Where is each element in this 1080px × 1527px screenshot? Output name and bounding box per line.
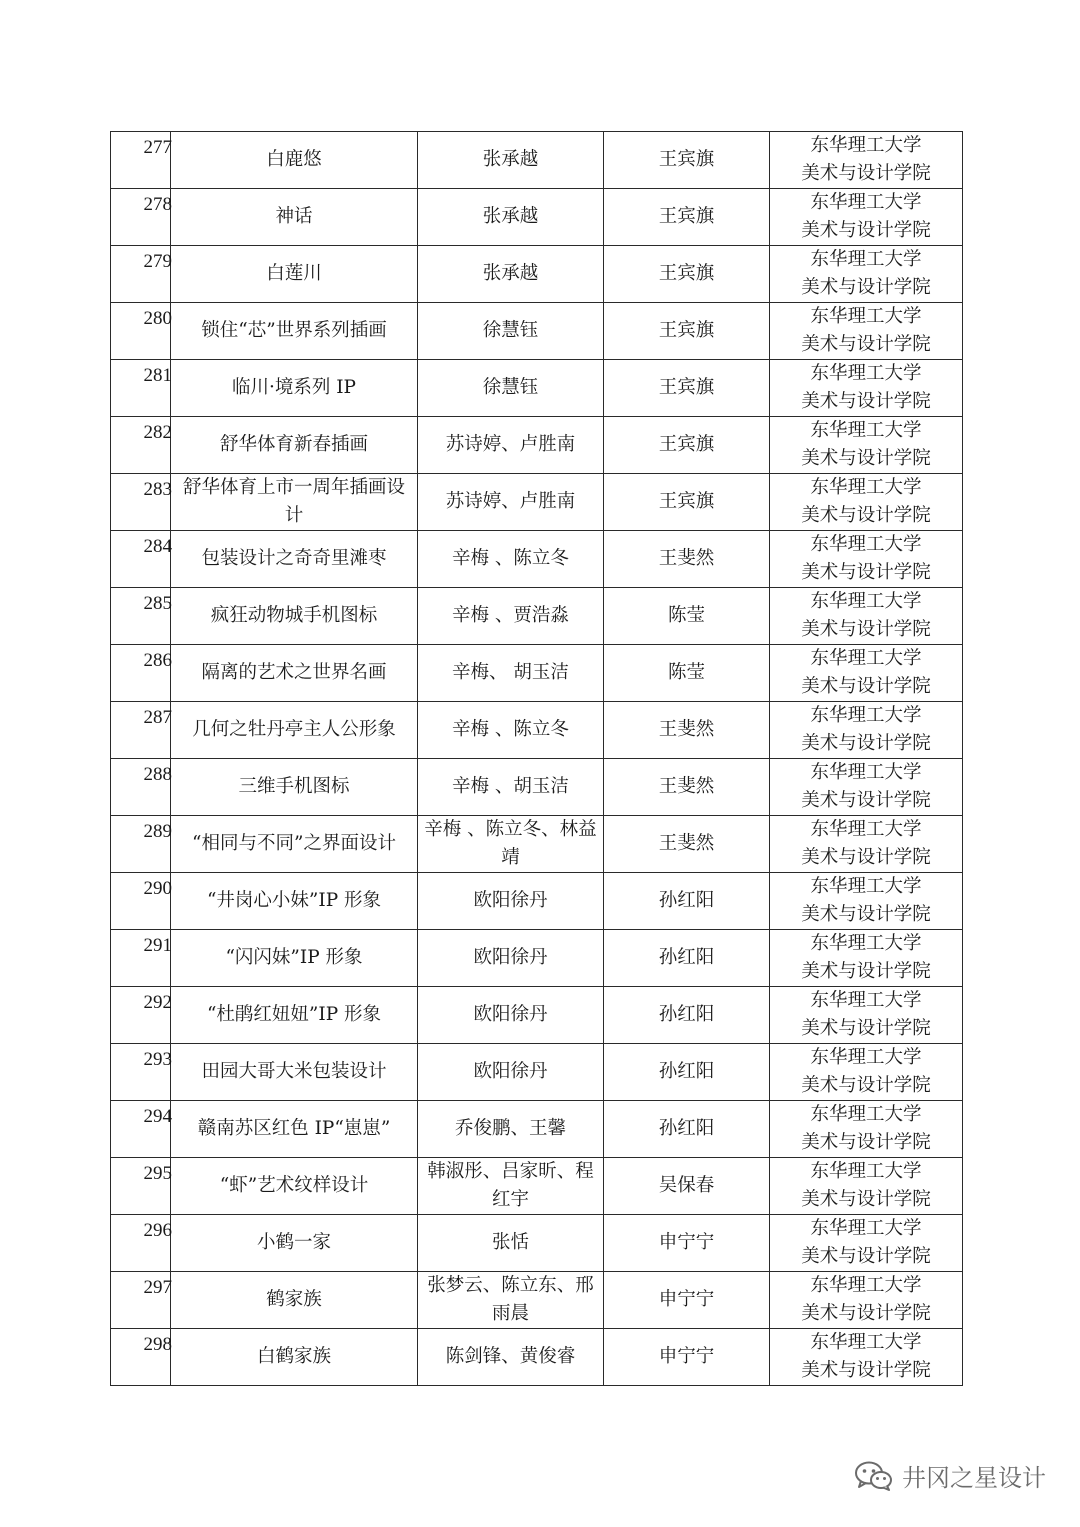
work-title: “闪闪妹”IP 形象 xyxy=(171,930,418,987)
row-number: 277 xyxy=(143,137,172,158)
award-list-table xyxy=(110,131,963,1386)
school-name: 东华理工大学 xyxy=(810,648,922,669)
school-name: 东华理工大学 xyxy=(810,1047,922,1068)
row-number-cell xyxy=(111,132,171,189)
college-name: 美术与设计学院 xyxy=(801,904,931,925)
school-name: 东华理工大学 xyxy=(810,876,922,897)
table-row xyxy=(111,816,963,873)
school-name: 东华理工大学 xyxy=(810,534,922,555)
school-name: 东华理工大学 xyxy=(810,762,922,783)
table-row xyxy=(111,531,963,588)
college-name: 美术与设计学院 xyxy=(801,163,931,184)
college-name: 美术与设计学院 xyxy=(801,220,931,241)
school-cell xyxy=(770,588,963,645)
school-name: 东华理工大学 xyxy=(810,1104,922,1125)
row-number-cell xyxy=(111,189,171,246)
author-names: 徐慧钰 xyxy=(418,303,604,360)
row-number: 298 xyxy=(143,1334,172,1355)
row-number-cell xyxy=(111,531,171,588)
school-name: 东华理工大学 xyxy=(810,306,922,327)
table-row xyxy=(111,930,963,987)
school-name: 东华理工大学 xyxy=(810,363,922,384)
college-name: 美术与设计学院 xyxy=(801,334,931,355)
college-name: 美术与设计学院 xyxy=(801,1189,931,1210)
table-row xyxy=(111,987,963,1044)
advisor-name: 孙红阳 xyxy=(604,873,770,930)
advisor-name: 王斐然 xyxy=(604,702,770,759)
work-title: “虾”艺术纹样设计 xyxy=(171,1158,418,1215)
work-title: “井岗心小妹”IP 形象 xyxy=(171,873,418,930)
author-names: 辛梅 、贾浩淼 xyxy=(418,588,604,645)
table-row xyxy=(111,1272,963,1329)
author-names: 苏诗婷、卢胜南 xyxy=(418,417,604,474)
row-number-cell xyxy=(111,474,171,531)
row-number: 283 xyxy=(143,479,172,500)
row-number: 279 xyxy=(143,251,172,272)
author-names: 乔俊鹏、王馨 xyxy=(418,1101,604,1158)
school-name: 东华理工大学 xyxy=(810,249,922,270)
college-name: 美术与设计学院 xyxy=(801,790,931,811)
row-number: 285 xyxy=(143,593,172,614)
row-number-cell xyxy=(111,759,171,816)
row-number-cell xyxy=(111,1101,171,1158)
row-number-cell xyxy=(111,930,171,987)
table-row xyxy=(111,645,963,702)
school-cell xyxy=(770,1215,963,1272)
advisor-name: 王宾旗 xyxy=(604,246,770,303)
wechat-watermark xyxy=(854,1458,1046,1493)
advisor-name: 王宾旗 xyxy=(604,474,770,531)
row-number: 291 xyxy=(143,935,172,956)
row-number-cell xyxy=(111,873,171,930)
row-number: 289 xyxy=(143,821,172,842)
college-name: 美术与设计学院 xyxy=(801,619,931,640)
author-names: 苏诗婷、卢胜南 xyxy=(418,474,604,531)
school-cell xyxy=(770,1158,963,1215)
school-cell xyxy=(770,759,963,816)
row-number-cell xyxy=(111,360,171,417)
advisor-name: 王斐然 xyxy=(604,531,770,588)
author-names: 徐慧钰 xyxy=(418,360,604,417)
work-title: 几何之牡丹亭主人公形象 xyxy=(171,702,418,759)
advisor-name: 吴保春 xyxy=(604,1158,770,1215)
row-number: 280 xyxy=(143,308,172,329)
author-names: 辛梅 、陈立冬、林益靖 xyxy=(418,816,604,873)
school-cell xyxy=(770,930,963,987)
work-title: 白鹿悠 xyxy=(171,132,418,189)
school-name: 东华理工大学 xyxy=(810,135,922,156)
author-names: 张承越 xyxy=(418,132,604,189)
school-cell xyxy=(770,474,963,531)
row-number-cell xyxy=(111,246,171,303)
work-title: “杜鹃红妞妞”IP 形象 xyxy=(171,987,418,1044)
row-number-cell xyxy=(111,303,171,360)
table-row xyxy=(111,702,963,759)
school-name: 东华理工大学 xyxy=(810,1275,922,1296)
author-names: 陈剑锋、黄俊睿 xyxy=(418,1329,604,1386)
school-name: 东华理工大学 xyxy=(810,1218,922,1239)
table-row xyxy=(111,1215,963,1272)
author-names: 张梦云、陈立东、邢雨晨 xyxy=(418,1272,604,1329)
author-names: 张承越 xyxy=(418,246,604,303)
wechat-icon xyxy=(854,1460,894,1492)
school-cell xyxy=(770,645,963,702)
advisor-name: 孙红阳 xyxy=(604,987,770,1044)
row-number-cell xyxy=(111,1329,171,1386)
work-title: 白鹤家族 xyxy=(171,1329,418,1386)
author-names: 欧阳徐丹 xyxy=(418,930,604,987)
row-number: 290 xyxy=(143,878,172,899)
advisor-name: 王宾旗 xyxy=(604,189,770,246)
table-row xyxy=(111,474,963,531)
advisor-name: 王宾旗 xyxy=(604,132,770,189)
college-name: 美术与设计学院 xyxy=(801,1303,931,1324)
school-cell xyxy=(770,702,963,759)
work-title: 舒华体育新春插画 xyxy=(171,417,418,474)
row-number: 288 xyxy=(143,764,172,785)
author-names: 韩淑彤、吕家昕、程红宇 xyxy=(418,1158,604,1215)
row-number-cell xyxy=(111,816,171,873)
school-cell xyxy=(770,360,963,417)
work-title: 小鹤一家 xyxy=(171,1215,418,1272)
row-number-cell xyxy=(111,1272,171,1329)
school-name: 东华理工大学 xyxy=(810,705,922,726)
college-name: 美术与设计学院 xyxy=(801,1075,931,1096)
college-name: 美术与设计学院 xyxy=(801,733,931,754)
table-row xyxy=(111,1329,963,1386)
row-number-cell xyxy=(111,702,171,759)
work-title: 临川·境系列 IP xyxy=(171,360,418,417)
school-name: 东华理工大学 xyxy=(810,192,922,213)
school-cell xyxy=(770,816,963,873)
school-cell xyxy=(770,1101,963,1158)
advisor-name: 申宁宁 xyxy=(604,1215,770,1272)
author-names: 欧阳徐丹 xyxy=(418,1044,604,1101)
table-row xyxy=(111,588,963,645)
school-name: 东华理工大学 xyxy=(810,990,922,1011)
school-cell xyxy=(770,303,963,360)
school-cell xyxy=(770,1272,963,1329)
row-number: 296 xyxy=(143,1220,172,1241)
advisor-name: 王斐然 xyxy=(604,816,770,873)
row-number-cell xyxy=(111,645,171,702)
table-row xyxy=(111,189,963,246)
table-row xyxy=(111,417,963,474)
row-number: 282 xyxy=(143,422,172,443)
table-row xyxy=(111,873,963,930)
school-cell xyxy=(770,417,963,474)
row-number: 292 xyxy=(143,992,172,1013)
row-number: 281 xyxy=(143,365,172,386)
college-name: 美术与设计学院 xyxy=(801,277,931,298)
work-title: 舒华体育上市一周年插画设计 xyxy=(171,474,418,531)
school-cell xyxy=(770,1044,963,1101)
work-title: 鹤家族 xyxy=(171,1272,418,1329)
work-title: 白莲川 xyxy=(171,246,418,303)
school-cell xyxy=(770,987,963,1044)
table-row xyxy=(111,360,963,417)
author-names: 欧阳徐丹 xyxy=(418,873,604,930)
college-name: 美术与设计学院 xyxy=(801,961,931,982)
author-names: 欧阳徐丹 xyxy=(418,987,604,1044)
school-name: 东华理工大学 xyxy=(810,933,922,954)
advisor-name: 陈莹 xyxy=(604,588,770,645)
college-name: 美术与设计学院 xyxy=(801,676,931,697)
work-title: 赣南苏区红色 IP“崽崽” xyxy=(171,1101,418,1158)
row-number-cell xyxy=(111,588,171,645)
author-names: 辛梅 、陈立冬 xyxy=(418,531,604,588)
college-name: 美术与设计学院 xyxy=(801,391,931,412)
work-title: 三维手机图标 xyxy=(171,759,418,816)
school-cell xyxy=(770,1329,963,1386)
row-number-cell xyxy=(111,1215,171,1272)
work-title: 神话 xyxy=(171,189,418,246)
table-body xyxy=(111,132,963,1386)
row-number: 293 xyxy=(143,1049,172,1070)
row-number: 294 xyxy=(143,1106,172,1127)
school-cell xyxy=(770,246,963,303)
row-number: 287 xyxy=(143,707,172,728)
table-row xyxy=(111,246,963,303)
advisor-name: 孙红阳 xyxy=(604,1044,770,1101)
school-name: 东华理工大学 xyxy=(810,591,922,612)
school-cell xyxy=(770,531,963,588)
school-name: 东华理工大学 xyxy=(810,477,922,498)
work-title: 锁住“芯”世界系列插画 xyxy=(171,303,418,360)
table-row xyxy=(111,1044,963,1101)
row-number: 284 xyxy=(143,536,172,557)
row-number: 286 xyxy=(143,650,172,671)
row-number-cell xyxy=(111,987,171,1044)
work-title: “相同与不同”之界面设计 xyxy=(171,816,418,873)
advisor-name: 王斐然 xyxy=(604,759,770,816)
row-number-cell xyxy=(111,417,171,474)
advisor-name: 王宾旗 xyxy=(604,303,770,360)
row-number-cell xyxy=(111,1044,171,1101)
school-name: 东华理工大学 xyxy=(810,420,922,441)
school-name: 东华理工大学 xyxy=(810,1161,922,1182)
table-row xyxy=(111,303,963,360)
college-name: 美术与设计学院 xyxy=(801,1246,931,1267)
college-name: 美术与设计学院 xyxy=(801,1018,931,1039)
table-row xyxy=(111,759,963,816)
advisor-name: 陈莹 xyxy=(604,645,770,702)
college-name: 美术与设计学院 xyxy=(801,847,931,868)
row-number-cell xyxy=(111,1158,171,1215)
work-title: 包装设计之奇奇里滩枣 xyxy=(171,531,418,588)
advisor-name: 王宾旗 xyxy=(604,360,770,417)
work-title: 田园大哥大米包装设计 xyxy=(171,1044,418,1101)
advisor-name: 孙红阳 xyxy=(604,930,770,987)
work-title: 疯狂动物城手机图标 xyxy=(171,588,418,645)
college-name: 美术与设计学院 xyxy=(801,562,931,583)
author-names: 辛梅、 胡玉洁 xyxy=(418,645,604,702)
row-number: 278 xyxy=(143,194,172,215)
school-cell xyxy=(770,132,963,189)
college-name: 美术与设计学院 xyxy=(801,1360,931,1381)
table-row xyxy=(111,1158,963,1215)
advisor-name: 申宁宁 xyxy=(604,1329,770,1386)
author-names: 张承越 xyxy=(418,189,604,246)
college-name: 美术与设计学院 xyxy=(801,1132,931,1153)
table-row xyxy=(111,1101,963,1158)
table-row xyxy=(111,132,963,189)
school-name: 东华理工大学 xyxy=(810,1332,922,1353)
author-names: 辛梅 、胡玉洁 xyxy=(418,759,604,816)
school-cell xyxy=(770,189,963,246)
row-number: 295 xyxy=(143,1163,172,1184)
advisor-name: 申宁宁 xyxy=(604,1272,770,1329)
work-title: 隔离的艺术之世界名画 xyxy=(171,645,418,702)
author-names: 辛梅 、陈立冬 xyxy=(418,702,604,759)
college-name: 美术与设计学院 xyxy=(801,505,931,526)
author-names: 张恬 xyxy=(418,1215,604,1272)
school-cell xyxy=(770,873,963,930)
advisor-name: 孙红阳 xyxy=(604,1101,770,1158)
watermark-text: 井冈之星设计 xyxy=(902,1464,1046,1492)
row-number: 297 xyxy=(143,1277,172,1298)
college-name: 美术与设计学院 xyxy=(801,448,931,469)
school-name: 东华理工大学 xyxy=(810,819,922,840)
advisor-name: 王宾旗 xyxy=(604,417,770,474)
